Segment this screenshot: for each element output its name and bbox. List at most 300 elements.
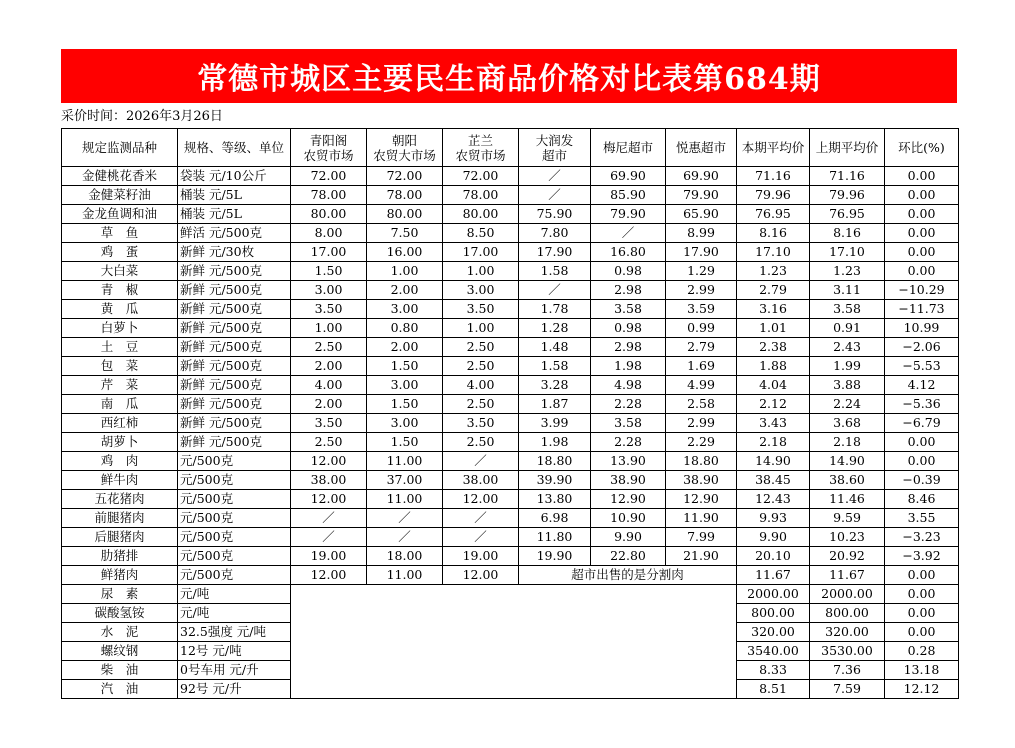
price-cell: ／: [291, 528, 367, 547]
price-cell: 1.50: [367, 433, 443, 452]
supermarket-note-cell: 超市出售的是分割肉: [519, 566, 737, 585]
price-cell: 2.50: [443, 357, 519, 376]
price-cell: 3.68: [810, 414, 885, 433]
price-cell: 1.58: [519, 262, 591, 281]
price-cell: 17.10: [810, 243, 885, 262]
price-cell: 14.90: [810, 452, 885, 471]
price-cell: 13.90: [591, 452, 666, 471]
price-cell: 4.98: [591, 376, 666, 395]
price-cell: 7.80: [519, 224, 591, 243]
price-cell: 2.00: [367, 281, 443, 300]
table-row: [62, 490, 959, 509]
price-cell: ／: [443, 528, 519, 547]
price-cell: 1.00: [443, 262, 519, 281]
price-cell: 1.29: [666, 262, 737, 281]
price-cell: 0.98: [591, 262, 666, 281]
price-cell: ／: [519, 281, 591, 300]
price-cell: 0.00: [885, 452, 959, 471]
price-cell: 2.18: [810, 433, 885, 452]
price-cell: 2000.00: [737, 585, 810, 604]
price-cell: 320.00: [810, 623, 885, 642]
price-cell: 3.88: [810, 376, 885, 395]
spec-cell: 12号 元/吨: [178, 642, 291, 661]
price-cell: 72.00: [443, 167, 519, 186]
price-cell: ／: [291, 509, 367, 528]
price-cell: 11.00: [367, 490, 443, 509]
price-cell: 4.99: [666, 376, 737, 395]
price-cell: 10.23: [810, 528, 885, 547]
spec-cell: 桶装 元/5L: [178, 205, 291, 224]
price-cell: 1.00: [291, 319, 367, 338]
column-header: 规格、等级、单位: [178, 129, 291, 167]
price-cell: 0.28: [885, 642, 959, 661]
price-cell: 8.16: [810, 224, 885, 243]
price-cell: 0.00: [885, 224, 959, 243]
price-cell: 2.50: [443, 338, 519, 357]
price-cell: 3.58: [810, 300, 885, 319]
price-cell: 76.95: [810, 205, 885, 224]
price-cell: 22.80: [591, 547, 666, 566]
price-cell: ／: [367, 509, 443, 528]
price-cell: 2.18: [737, 433, 810, 452]
price-cell: 1.88: [737, 357, 810, 376]
column-header: 青阳阁 农贸市场: [291, 129, 367, 167]
column-header: 朝阳 农贸大市场: [367, 129, 443, 167]
price-cell: 16.00: [367, 243, 443, 262]
table-row: [62, 566, 959, 585]
table-row: [62, 528, 959, 547]
column-header: 悦惠超市: [666, 129, 737, 167]
price-cell: 1.78: [519, 300, 591, 319]
item-name-cell: 白萝卜: [62, 319, 178, 338]
price-cell: 0.80: [367, 319, 443, 338]
item-name-cell: 胡萝卜: [62, 433, 178, 452]
item-name-cell: 汽 油: [62, 680, 178, 699]
price-cell: 2.79: [666, 338, 737, 357]
price-cell: 0.00: [885, 585, 959, 604]
price-cell: 79.90: [666, 186, 737, 205]
item-name-cell: 尿 素: [62, 585, 178, 604]
price-cell: 2.28: [591, 395, 666, 414]
price-cell: 2.28: [591, 433, 666, 452]
price-cell: 8.50: [443, 224, 519, 243]
price-cell: 2.50: [291, 433, 367, 452]
spec-cell: 元/500克: [178, 547, 291, 566]
price-cell: ／: [519, 167, 591, 186]
price-cell: ／: [443, 509, 519, 528]
price-cell: 1.98: [591, 357, 666, 376]
price-cell: 3.58: [591, 414, 666, 433]
item-name-cell: 金健桃花香米: [62, 167, 178, 186]
item-name-cell: 金龙鱼调和油: [62, 205, 178, 224]
table-row: [62, 433, 959, 452]
item-name-cell: 大白菜: [62, 262, 178, 281]
price-cell: 0.00: [885, 167, 959, 186]
price-cell: ／: [367, 528, 443, 547]
spec-cell: 32.5强度 元/吨: [178, 623, 291, 642]
item-name-cell: 鲜牛肉: [62, 471, 178, 490]
price-cell: 2.98: [591, 281, 666, 300]
price-cell: −11.73: [885, 300, 959, 319]
price-cell: 76.95: [737, 205, 810, 224]
price-cell: 1.00: [443, 319, 519, 338]
spec-cell: 元/500克: [178, 452, 291, 471]
price-cell: 320.00: [737, 623, 810, 642]
price-cell: 3540.00: [737, 642, 810, 661]
price-cell: 0.98: [591, 319, 666, 338]
price-cell: 78.00: [443, 186, 519, 205]
price-cell: 1.50: [367, 395, 443, 414]
item-name-cell: 螺纹钢: [62, 642, 178, 661]
price-cell: 38.90: [591, 471, 666, 490]
price-cell: 0.00: [885, 566, 959, 585]
table-row: [62, 281, 959, 300]
spec-cell: 新鲜 元/500克: [178, 395, 291, 414]
price-comparison-table: [61, 128, 959, 699]
price-cell: 2.50: [443, 395, 519, 414]
price-cell: 14.90: [737, 452, 810, 471]
price-cell: 2.79: [737, 281, 810, 300]
price-cell: 13.80: [519, 490, 591, 509]
price-cell: 20.10: [737, 547, 810, 566]
price-cell: 1.50: [291, 262, 367, 281]
price-cell: 11.67: [737, 566, 810, 585]
price-cell: 12.00: [291, 566, 367, 585]
price-cell: 2.98: [591, 338, 666, 357]
table-row: [62, 395, 959, 414]
table-row: [62, 471, 959, 490]
spec-cell: 袋装 元/10公斤: [178, 167, 291, 186]
price-cell: 1.50: [367, 357, 443, 376]
price-cell: 72.00: [291, 167, 367, 186]
spec-cell: 元/500克: [178, 528, 291, 547]
item-name-cell: 黄 瓜: [62, 300, 178, 319]
item-name-cell: 鸡 蛋: [62, 243, 178, 262]
price-cell: 78.00: [291, 186, 367, 205]
item-name-cell: 包 菜: [62, 357, 178, 376]
price-cell: 18.80: [519, 452, 591, 471]
price-cell: 2.58: [666, 395, 737, 414]
price-cell: −3.92: [885, 547, 959, 566]
price-cell: 11.46: [810, 490, 885, 509]
price-cell: −5.53: [885, 357, 959, 376]
spec-cell: 新鲜 元/500克: [178, 414, 291, 433]
table-row: [62, 585, 959, 604]
price-cell: 2.24: [810, 395, 885, 414]
price-cell: 80.00: [291, 205, 367, 224]
price-cell: 39.90: [519, 471, 591, 490]
price-cell: −10.29: [885, 281, 959, 300]
price-cell: 71.16: [737, 167, 810, 186]
price-cell: 2.00: [291, 357, 367, 376]
price-cell: ／: [591, 224, 666, 243]
price-cell: 2000.00: [810, 585, 885, 604]
price-cell: 12.90: [591, 490, 666, 509]
item-name-cell: 金健菜籽油: [62, 186, 178, 205]
price-cell: 21.90: [666, 547, 737, 566]
price-cell: 0.00: [885, 205, 959, 224]
spec-cell: 鲜活 元/500克: [178, 224, 291, 243]
table-row: [62, 224, 959, 243]
item-name-cell: 草 鱼: [62, 224, 178, 243]
price-cell: 38.00: [443, 471, 519, 490]
price-cell: 4.04: [737, 376, 810, 395]
price-cell: 11.00: [367, 566, 443, 585]
price-cell: 1.58: [519, 357, 591, 376]
price-cell: 8.33: [737, 661, 810, 680]
price-cell: −5.36: [885, 395, 959, 414]
column-header: 大润发 超市: [519, 129, 591, 167]
price-cell: 69.90: [591, 167, 666, 186]
column-header: 上期平均价: [810, 129, 885, 167]
price-cell: 12.12: [885, 680, 959, 699]
price-cell: 9.59: [810, 509, 885, 528]
table-row: [62, 243, 959, 262]
price-cell: ／: [519, 186, 591, 205]
price-cell: 2.38: [737, 338, 810, 357]
price-cell: 37.00: [367, 471, 443, 490]
price-cell: 4.00: [443, 376, 519, 395]
price-cell: 38.45: [737, 471, 810, 490]
price-cell: 2.00: [291, 395, 367, 414]
spec-cell: 新鲜 元/500克: [178, 262, 291, 281]
price-cell: 3.99: [519, 414, 591, 433]
price-cell: 17.00: [291, 243, 367, 262]
price-cell: 0.00: [885, 186, 959, 205]
price-cell: −3.23: [885, 528, 959, 547]
price-cell: 17.10: [737, 243, 810, 262]
price-cell: 1.98: [519, 433, 591, 452]
price-cell: 1.48: [519, 338, 591, 357]
table-row: [62, 547, 959, 566]
price-cell: 8.16: [737, 224, 810, 243]
column-header: 规定监测品种: [62, 129, 178, 167]
price-cell: 17.90: [666, 243, 737, 262]
item-name-cell: 五花猪肉: [62, 490, 178, 509]
page-title: 常德市城区主要民生商品价格对比表第684期: [61, 49, 957, 103]
price-cell: 1.28: [519, 319, 591, 338]
price-cell: 79.96: [810, 186, 885, 205]
price-cell: 0.00: [885, 604, 959, 623]
table-row: [62, 319, 959, 338]
spec-cell: 元/吨: [178, 604, 291, 623]
table-header-row: [62, 129, 959, 167]
column-header: 梅尼超市: [591, 129, 666, 167]
price-cell: 12.00: [443, 490, 519, 509]
price-cell: 1.69: [666, 357, 737, 376]
spec-cell: 桶装 元/5L: [178, 186, 291, 205]
price-cell: 2.00: [367, 338, 443, 357]
price-cell: 10.99: [885, 319, 959, 338]
price-cell: 3.50: [443, 414, 519, 433]
price-cell: 2.12: [737, 395, 810, 414]
price-cell: ／: [443, 452, 519, 471]
price-cell: 4.12: [885, 376, 959, 395]
price-cell: 3530.00: [810, 642, 885, 661]
spec-cell: 新鲜 元/500克: [178, 376, 291, 395]
price-cell: 0.00: [885, 433, 959, 452]
price-cell: 8.51: [737, 680, 810, 699]
price-cell: 3.50: [291, 300, 367, 319]
spec-cell: 新鲜 元/500克: [178, 433, 291, 452]
table-row: [62, 509, 959, 528]
table-row: [62, 414, 959, 433]
item-name-cell: 碳酸氢铵: [62, 604, 178, 623]
item-name-cell: 芹 菜: [62, 376, 178, 395]
table-row: [62, 262, 959, 281]
column-header: 本期平均价: [737, 129, 810, 167]
price-cell: 7.50: [367, 224, 443, 243]
price-cell: 1.87: [519, 395, 591, 414]
price-cell: 800.00: [810, 604, 885, 623]
item-name-cell: 后腿猪肉: [62, 528, 178, 547]
price-cell: 17.90: [519, 243, 591, 262]
price-cell: 72.00: [367, 167, 443, 186]
price-cell: 38.60: [810, 471, 885, 490]
price-cell: 79.90: [591, 205, 666, 224]
price-cell: 20.92: [810, 547, 885, 566]
price-cell: 7.36: [810, 661, 885, 680]
price-cell: 80.00: [443, 205, 519, 224]
price-cell: 3.50: [291, 414, 367, 433]
spec-cell: 元/吨: [178, 585, 291, 604]
spec-cell: 元/500克: [178, 471, 291, 490]
price-cell: 11.80: [519, 528, 591, 547]
price-cell: 10.90: [591, 509, 666, 528]
price-cell: 11.67: [810, 566, 885, 585]
spec-cell: 元/500克: [178, 490, 291, 509]
price-cell: 18.00: [367, 547, 443, 566]
price-cell: 71.16: [810, 167, 885, 186]
price-cell: 3.16: [737, 300, 810, 319]
price-cell: 2.43: [810, 338, 885, 357]
column-header: 环比(%): [885, 129, 959, 167]
price-cell: 8.46: [885, 490, 959, 509]
price-cell: 7.99: [666, 528, 737, 547]
price-cell: 0.00: [885, 623, 959, 642]
price-cell: 3.50: [443, 300, 519, 319]
price-cell: 17.00: [443, 243, 519, 262]
table-row: [62, 376, 959, 395]
price-cell: 3.00: [443, 281, 519, 300]
price-cell: 38.00: [291, 471, 367, 490]
price-cell: 3.28: [519, 376, 591, 395]
spec-cell: 新鲜 元/500克: [178, 300, 291, 319]
item-name-cell: 青 椒: [62, 281, 178, 300]
price-cell: 3.00: [367, 300, 443, 319]
price-cell: 1.23: [810, 262, 885, 281]
item-name-cell: 柴 油: [62, 661, 178, 680]
price-cell: 11.90: [666, 509, 737, 528]
price-cell: 65.90: [666, 205, 737, 224]
price-cell: 75.90: [519, 205, 591, 224]
spec-cell: 元/500克: [178, 566, 291, 585]
price-cell: 2.50: [443, 433, 519, 452]
item-name-cell: 水 泥: [62, 623, 178, 642]
item-name-cell: 南 瓜: [62, 395, 178, 414]
price-cell: 38.90: [666, 471, 737, 490]
item-name-cell: 鲜猪肉: [62, 566, 178, 585]
price-cell: 3.11: [810, 281, 885, 300]
price-cell: 0.91: [810, 319, 885, 338]
price-cell: 79.96: [737, 186, 810, 205]
spec-cell: 新鲜 元/30枚: [178, 243, 291, 262]
table-row: [62, 357, 959, 376]
price-cell: 78.00: [367, 186, 443, 205]
price-cell: 3.00: [367, 376, 443, 395]
price-cell: 19.00: [291, 547, 367, 566]
item-name-cell: 鸡 肉: [62, 452, 178, 471]
price-cell: 2.99: [666, 281, 737, 300]
price-cell: 12.00: [291, 452, 367, 471]
spec-cell: 新鲜 元/500克: [178, 319, 291, 338]
table-row: [62, 452, 959, 471]
price-cell: 12.00: [291, 490, 367, 509]
spec-cell: 新鲜 元/500克: [178, 357, 291, 376]
price-cell: 9.90: [737, 528, 810, 547]
item-name-cell: 西红柿: [62, 414, 178, 433]
spec-cell: 新鲜 元/500克: [178, 281, 291, 300]
blank-market-block: [291, 585, 737, 699]
column-header: 芷兰 农贸市场: [443, 129, 519, 167]
item-name-cell: 肋猪排: [62, 547, 178, 566]
price-cell: 18.80: [666, 452, 737, 471]
item-name-cell: 前腿猪肉: [62, 509, 178, 528]
spec-cell: 元/500克: [178, 509, 291, 528]
price-cell: 6.98: [519, 509, 591, 528]
price-cell: 85.90: [591, 186, 666, 205]
table-row: [62, 167, 959, 186]
price-cell: 3.59: [666, 300, 737, 319]
price-cell: 69.90: [666, 167, 737, 186]
price-cell: 19.00: [443, 547, 519, 566]
spec-cell: 新鲜 元/500克: [178, 338, 291, 357]
price-cell: −0.39: [885, 471, 959, 490]
price-cell: 1.01: [737, 319, 810, 338]
price-cell: 2.29: [666, 433, 737, 452]
price-cell: 9.93: [737, 509, 810, 528]
price-cell: 7.59: [810, 680, 885, 699]
price-cell: 3.58: [591, 300, 666, 319]
price-cell: 9.90: [591, 528, 666, 547]
price-cell: 8.00: [291, 224, 367, 243]
price-cell: 1.99: [810, 357, 885, 376]
price-cell: 1.00: [367, 262, 443, 281]
price-cell: 0.00: [885, 262, 959, 281]
price-cell: 16.80: [591, 243, 666, 262]
price-cell: −2.06: [885, 338, 959, 357]
spec-cell: 0号车用 元/升: [178, 661, 291, 680]
price-cell: 800.00: [737, 604, 810, 623]
table-row: [62, 338, 959, 357]
price-cell: 3.00: [367, 414, 443, 433]
price-cell: 3.55: [885, 509, 959, 528]
price-cell: 3.43: [737, 414, 810, 433]
table-row: [62, 186, 959, 205]
price-cell: 2.50: [291, 338, 367, 357]
price-cell: 12.43: [737, 490, 810, 509]
price-cell: 8.99: [666, 224, 737, 243]
price-cell: 12.90: [666, 490, 737, 509]
price-cell: 3.00: [291, 281, 367, 300]
price-cell: 2.99: [666, 414, 737, 433]
item-name-cell: 土 豆: [62, 338, 178, 357]
table-row: [62, 300, 959, 319]
price-cell: 1.23: [737, 262, 810, 281]
collection-date: 采价时间：2026年3月26日: [61, 109, 223, 124]
price-cell: 11.00: [367, 452, 443, 471]
price-cell: 4.00: [291, 376, 367, 395]
